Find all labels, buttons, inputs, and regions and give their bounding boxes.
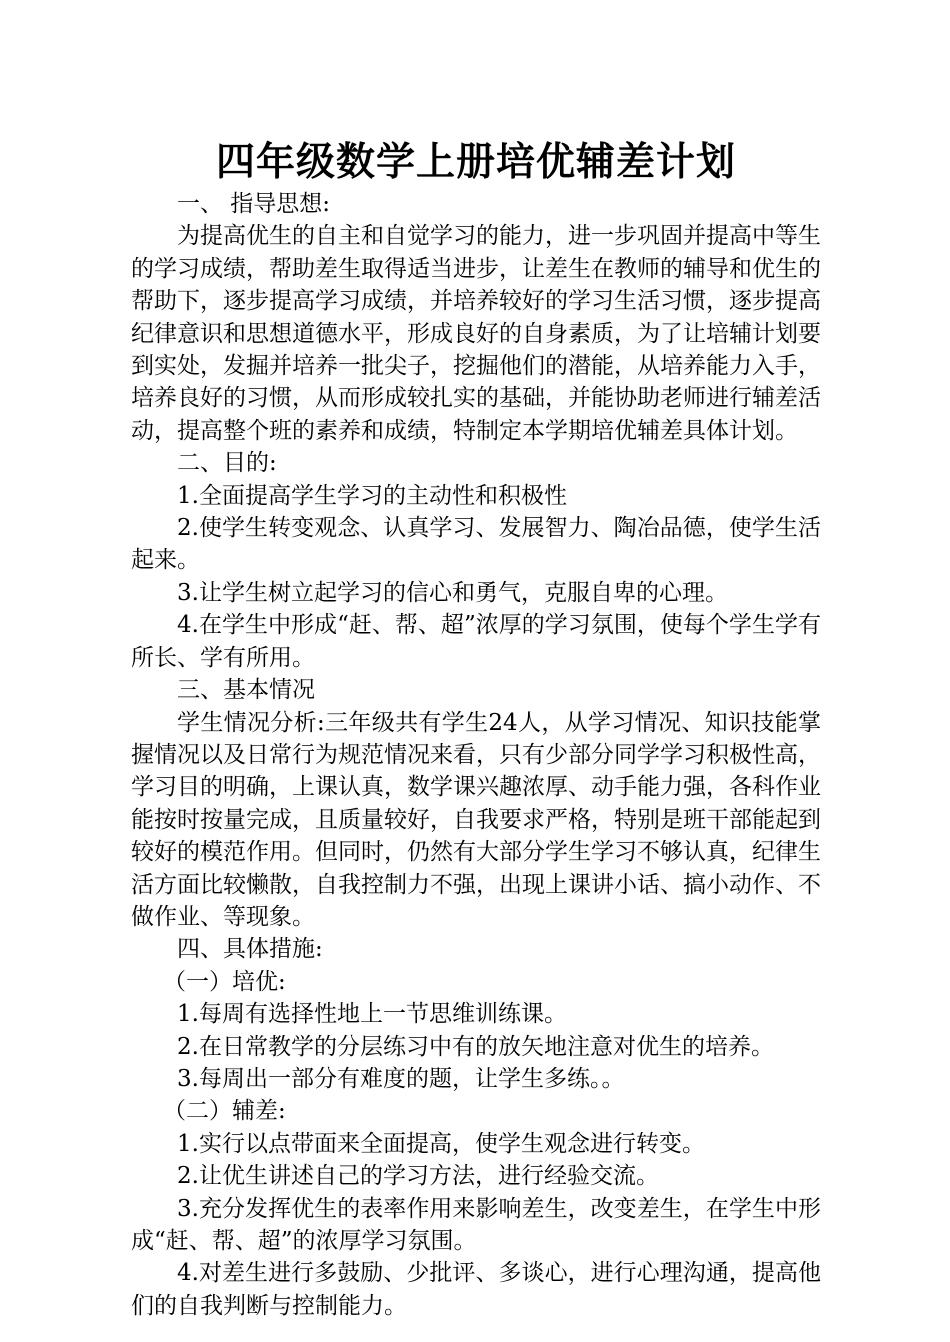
purpose-item-1: 1.全面提高学生学习的主动性和积极性 (177, 482, 567, 509)
heading-purpose: 二、目的: (177, 450, 277, 477)
cultivate-item-2: 2.在日常教学的分层练习中有的放矢地注意对优生的培养。 (177, 1033, 774, 1060)
assist-item-3: 3.充分发挥优生的表率作用来影响差生，改变差生，在学生中形成“赶、帮、超”的浓厚学习氛围。 (131, 1195, 821, 1254)
heading-basic-situation: 三、基本情况 (177, 677, 315, 704)
assist-item-1: 1.实行以点带面来全面提高，使学生观念进行转变。 (177, 1130, 705, 1157)
purpose-item-2: 2.使学生转变观念、认真学习、发展智力、陶冶品德，使学生活起来。 (131, 515, 821, 574)
heading-measures: 四、具体措施: (177, 936, 323, 963)
document-page (131, 0, 821, 1322)
document-title: 四年级数学上册培优辅差计划 (215, 139, 736, 185)
cultivate-item-1: 1.每周有选择性地上一节思维训练课。 (177, 1001, 567, 1028)
paragraph-student-analysis: 学生情况分析:三年级共有学生24人，从学习情况、知识技能掌握情况以及日常行为规范情况来看，只有少部分同学学习积极性高，学习目的明确，上课认真，数学课兴趣浓厚、动手能力强，各科作业能按时按量完成，且质量较好，自我要求严格，特别是班干部能起到较好的模范作用。但同时，仍然有大部分学生学习不够认真，纪律生活方面比较懒散，自我控制力不强，出现上课讲小话、搞小动作、不做作业、等现象。 (131, 709, 821, 930)
cultivate-item-3: 3.每周出一部分有难度的题，让学生多练。。 (177, 1065, 625, 1092)
assist-item-4: 4.对差生进行多鼓励、少批评、多谈心，进行心理沟通，提高他们的自我判断与控制能力。 (131, 1260, 821, 1319)
purpose-item-3: 3.让学生树立起学习的信心和勇气，克服自卑的心理。 (177, 579, 728, 606)
document-body (131, 188, 821, 1322)
paragraph-guiding-ideology: 为提高优生的自主和自觉学习的能力，进一步巩固并提高中等生的学习成绩，帮助差生取得适当进步，让差生在教师的辅导和优生的帮助下，逐步提高学习成绩，并培养较好的学习生活习惯，逐步提高纪律意识和思想道德水平，形成良好的自身素质，为了让培辅计划要到实处，发掘并培养一批尖子，挖掘他们的潜能，从培养能力入手，培养良好的习惯，从而形成较扎实的基础，并能协助老师进行辅差活动，提高整个班的素养和成绩，特制定本学期培优辅差具体计划。 (131, 223, 821, 444)
heading-guiding-ideology: 一、 指导思想: (177, 191, 331, 217)
subheading-assist-weak: （二）辅差: (163, 1098, 286, 1125)
assist-item-2: 2.让优生讲述自己的学习方法，进行经验交流。 (177, 1163, 659, 1190)
subheading-cultivate-top: （一）培优: (163, 968, 286, 995)
purpose-item-4: 4.在学生中形成“赶、帮、超”浓厚的学习氛围，使每个学生学有所长、学有所用。 (131, 612, 821, 671)
